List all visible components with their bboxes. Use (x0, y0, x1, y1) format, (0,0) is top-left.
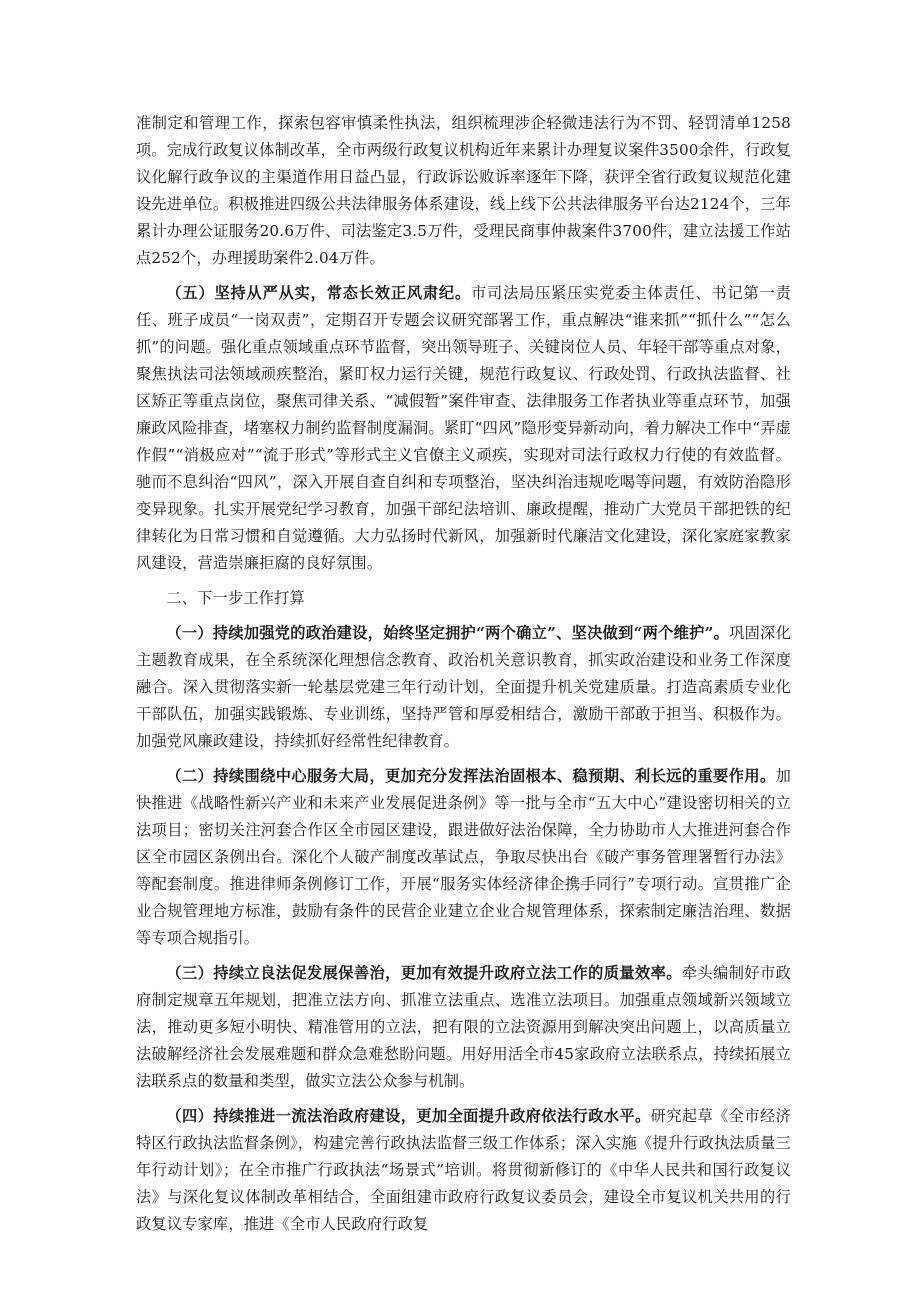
paragraph-lead: （一）持续加强党的政治建设，始终坚定拥护“两个确立”、坚决做到“两个维护”。 (166, 624, 730, 642)
paragraph-text: 准制定和管理工作，探索包容审慎柔性执法，组织梳理涉企轻微违法行为不罚、轻罚清单1258项。完成行政复议体制改革，全市两级行政复议机构近年来累计办理复议案件3500余件，行政复议化解行政争议的主渠道作用日益凸显，行政诉讼败诉率逐年下降，获评全省行政复议规范化建设先进单位。积极推进四级公共法律服务体系建设，线上线下公共法律服务平台达2124个，三年累计办理公证服务20.6万件、司法鉴定3.5万件，受理民商事仲裁案件3700件，建立法援工作站点252个，办理援助案件2.04万件。 (136, 114, 791, 267)
paragraph-text: 巩固深化主题教育成果，在全系统深化理想信念教育、政治机关意识教育，抓实政治建设和业务工作深度融合。深入贯彻落实新一轮基层党建三年行动计划，全面提升机关党建质量。打造高素质专业化干部队伍，加强实践锻炼、专业训练，坚持严管和厚爱相结合，激励干部敢于担当、积极作为。加强党风廉政建设，持续抓好经常性纪律教育。 (136, 624, 791, 750)
paragraph-lead: （五）坚持从严从实，常态长效正风肃纪。 (166, 284, 471, 302)
paragraph-serve-center (136, 763, 791, 952)
paragraph-text: 加快推进《战略性新兴产业和未来产业发展促进条例》等一批与全市“五大中心”建设密切相关的立法项目；密切关注河套合作区全市园区建设，跟进做好法治保障，全力协助市人大推进河套合作区全市园区条例出台。深化个人破产制度改革试点，争取尽快出台《破产事务管理署暂行办法》等配套制度。推进律师条例修订工作，开展“服务实体经济律企携手同行”专项行动。宣贯推广企业合规管理地方标准，鼓励有条件的民营企业建立企业合规管理体系，探索制定廉洁治理、数据等专项合规指引。 (136, 767, 791, 947)
paragraph-legal-services (136, 110, 791, 272)
heading-text: 二、下一步工作打算 (166, 589, 305, 607)
paragraph-rule-of-law-government (136, 1103, 791, 1238)
paragraph-lead: （三）持续立良法促发展保善治，更加有效提升政府立法工作的质量效率。 (166, 964, 682, 982)
paragraph-text: 牵头编制好市政府制定规章五年规划，把准立法方向、抓准立法重点、选准立法项目。加强重点领域新兴领域立法，推动更多短小明快、精准管用的立法，把有限的立法资源用到解决突出问题上，以高质量立法破解经济社会发展难题和群众急难愁盼问题。用好用活全市45家政府立法联系点，持续拓展立法联系点的数量和类型，做实立法公众参与机制。 (136, 964, 791, 1090)
paragraph-text: 市司法局压紧压实党委主体责任、书记第一责任、班子成员“一岗双责”，定期召开专题会议研究部署工作，重点解决“谁来抓”“抓什么”“怎么抓”的问题。强化重点领域重点环节监督，突出领导班子、关键岗位人员、年轻干部等重点对象，聚焦执法司法领域顽疾整治，紧盯权力运行关键，规范行政复议、行政处罚、行政执法监督、社区矫正等重点岗位，聚焦司律关系、“减假暂”案件审查、法律服务工作者执业等重点环节，加强廉政风险排查，堵塞权力制约监督制度漏洞。紧盯“四风”隐形变异新动向，着力解决工作中“弄虚作假”“消极应对”“流于形式”等形式主义官僚主义顽疾，实现对司法行政权力行使的有效监督。驰而不息纠治“四风”，深入开展自查自纠和专项整治，坚决纠治违规吃喝等问题，有效防治隐形变异现象。扎实开展党纪学习教育，加强干部纪法培训、廉政提醒，推动广大党员干部把铁的纪律转化为日常习惯和自觉遵循。大力弘扬时代新风，加强新时代廉洁文化建设，深化家庭家教家风建设，营造崇廉拒腐的良好氛围。 (136, 284, 791, 572)
document-page (136, 110, 791, 1246)
paragraph-text: 研究起草《全市经济特区行政执法监督条例》，构建完善行政执法监督三级工作体系；深入实施《提升行政执法质量三年行动计划》；在全市推广行政执法“场景式”培训。将贯彻新修订的《中华人民共和国行政复议法》与深化复议体制改革相结合，全面组建市政府行政复议委员会，建设全市复议机关共用的行政复议专家库，推进《全市人民政府行政复 (136, 1107, 791, 1233)
section-heading-next-steps (136, 585, 791, 612)
paragraph-lead: （二）持续围绕中心服务大局，更加充分发挥法治固根本、稳预期、利长远的重要作用。 (166, 767, 776, 785)
paragraph-political-building (136, 620, 791, 755)
paragraph-lead: （四）持续推进一流法治政府建设，更加全面提升政府依法行政水平。 (166, 1107, 651, 1125)
paragraph-discipline (136, 280, 791, 577)
paragraph-legislation (136, 960, 791, 1095)
